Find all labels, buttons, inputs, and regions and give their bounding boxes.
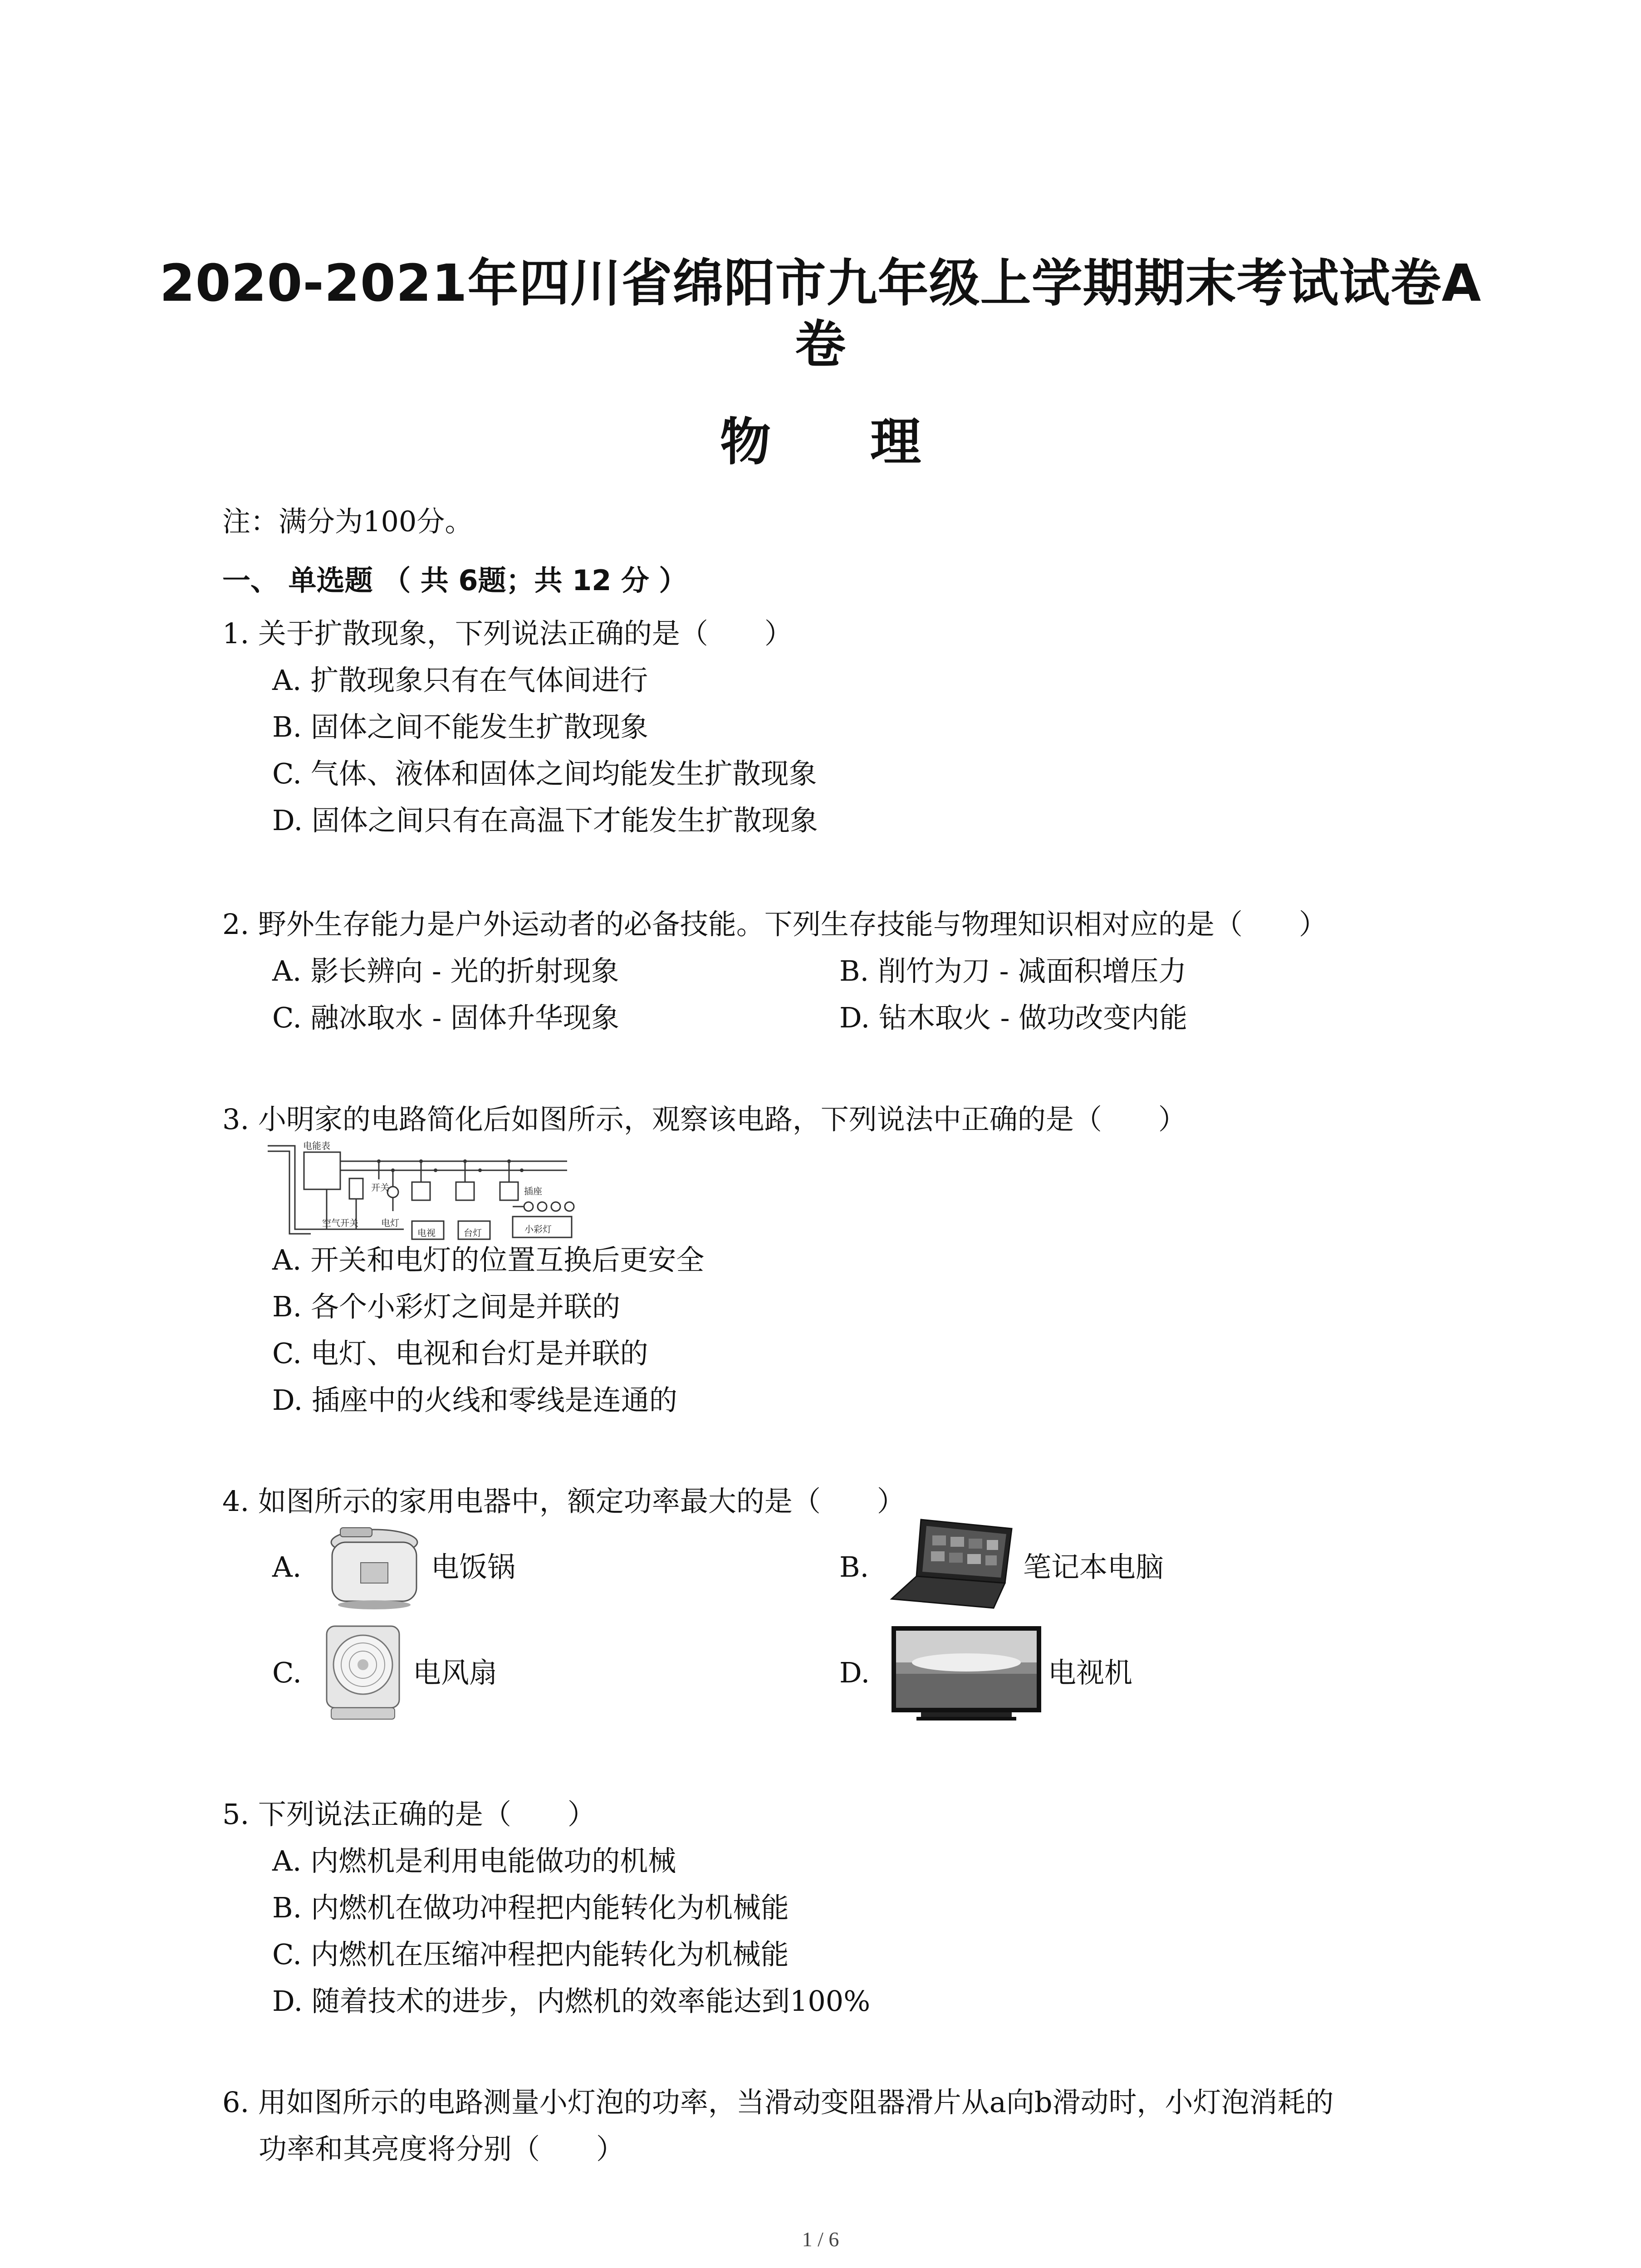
section-heading: 一、 单选题 （ 共 6题；共 12 分 ） — [222, 564, 687, 597]
question-4-option-d-label: 电视机 — [1048, 1656, 1133, 1689]
question-2-option-c: C. 融冰取水 - 固体升华现象 — [272, 1001, 620, 1034]
score-note: 注：满分为100分。 — [222, 505, 473, 538]
question-4-stem: 4. 如图所示的家用电器中，额定功率最大的是（ ） — [222, 1485, 905, 1518]
subject-title: 物 理 — [720, 413, 962, 472]
question-4-option-b-label: 笔记本电脑 — [1023, 1550, 1164, 1584]
question-1-option-a: A. 扩散现象只有在气体间进行 — [272, 664, 648, 697]
question-5-option-a: A. 内燃机是利用电能做功的机械 — [272, 1844, 676, 1877]
figure-label-switch: 开关 — [371, 1182, 389, 1193]
figure-label-lamp: 电灯 — [381, 1217, 399, 1228]
document-title-line1: 2020-2021年四川省绵阳市九年级上学期期末考试试卷A — [159, 254, 1482, 313]
figure-label-socket: 插座 — [524, 1186, 542, 1197]
question-6-stem-line1: 6. 用如图所示的电路测量小灯泡的功率，当滑动变阻器滑片从a向b滑动时，小灯泡消耗的 — [222, 2086, 1334, 2119]
document-title-line2: 卷 — [795, 315, 846, 374]
question-2-option-a: A. 影长辨向 - 光的折射现象 — [272, 954, 619, 987]
circuit-diagram — [268, 1139, 576, 1243]
figure-label-small-lights: 小彩灯 — [524, 1224, 552, 1235]
rice-cooker-image — [322, 1524, 426, 1613]
question-1-option-d: D. 固体之间只有在高温下才能发生扩散现象 — [272, 804, 818, 837]
figure-label-meter: 电能表 — [303, 1140, 330, 1151]
question-3-option-a: A. 开关和电灯的位置互换后更安全 — [272, 1243, 705, 1276]
question-5-stem: 5. 下列说法正确的是（ ） — [222, 1798, 596, 1831]
question-5-option-d: D. 随着技术的进步，内燃机的效率能达到100% — [272, 1984, 871, 2018]
figure-label-tv: 电视 — [417, 1227, 436, 1238]
question-4-option-a-letter: A. — [272, 1550, 302, 1584]
question-4-option-b-letter: B. — [839, 1550, 869, 1584]
question-3-stem: 3. 小明家的电路简化后如图所示，观察该电路，下列说法中正确的是（ ） — [222, 1103, 1186, 1136]
question-1-option-b: B. 固体之间不能发生扩散现象 — [272, 710, 648, 743]
question-2-stem: 2. 野外生存能力是户外运动者的必备技能。下列生存技能与物理知识相对应的是（ ） — [222, 908, 1327, 941]
figure-label-air-switch: 空气开关 — [322, 1217, 358, 1228]
laptop-image — [889, 1515, 1019, 1613]
question-4-option-c-letter: C. — [272, 1656, 302, 1689]
question-4-option-c-label: 电风扇 — [413, 1656, 498, 1689]
question-1-option-c: C. 气体、液体和固体之间均能发生扩散现象 — [272, 757, 817, 790]
question-4-option-a-label: 电饭锅 — [431, 1550, 516, 1584]
question-4-option-d-letter: D. — [839, 1656, 870, 1689]
question-3-option-b: B. 各个小彩灯之间是并联的 — [272, 1290, 620, 1323]
question-2-option-b: B. 削竹为刀 - 减面积增压力 — [839, 954, 1187, 987]
question-5-option-c: C. 内燃机在压缩冲程把内能转化为机械能 — [272, 1938, 789, 1971]
question-6-stem-line2: 功率和其亮度将分别（ ） — [259, 2132, 625, 2165]
question-5-option-b: B. 内燃机在做功冲程把内能转化为机械能 — [272, 1891, 789, 1924]
television-image — [889, 1624, 1043, 1724]
question-1-stem: 1. 关于扩散现象，下列说法正确的是（ ） — [222, 617, 793, 650]
question-3-option-d: D. 插座中的火线和零线是连通的 — [272, 1383, 677, 1417]
page-number: 1 / 6 — [802, 2228, 839, 2251]
question-2-option-d: D. 钻木取火 - 做功改变内能 — [839, 1001, 1188, 1034]
electric-fan-image — [322, 1622, 404, 1724]
question-3-option-c: C. 电灯、电视和台灯是并联的 — [272, 1337, 648, 1370]
figure-label-desk-lamp: 台灯 — [464, 1227, 482, 1238]
